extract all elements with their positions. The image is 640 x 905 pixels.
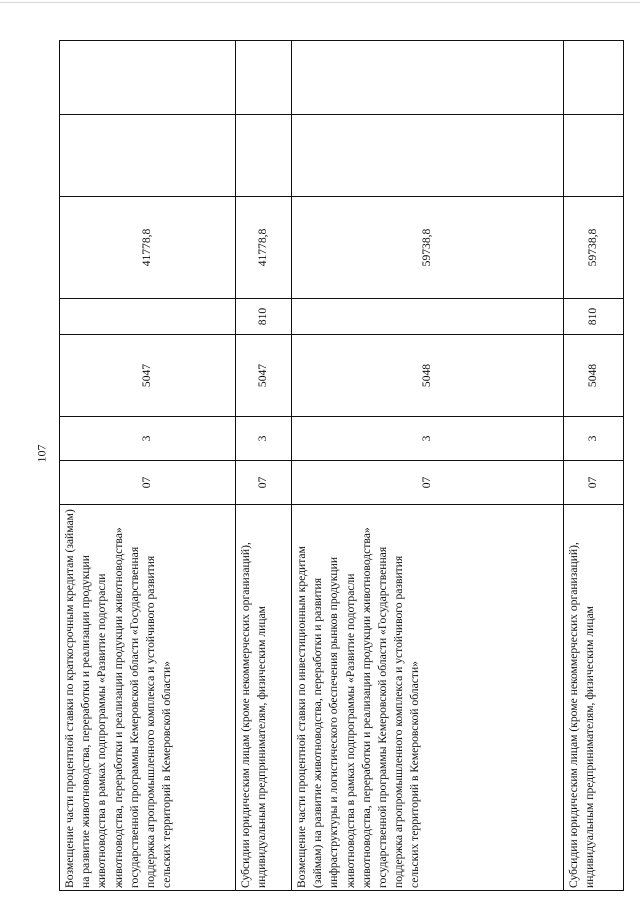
amount-value: 41778,8 [236,197,292,299]
expense-type-code: 810 [564,299,624,335]
target-code: 5048 [292,335,564,417]
section-code: 07 [292,461,564,505]
target-code: 5047 [236,335,292,417]
section-code: 07 [60,461,236,505]
row-description: Возмещение части процентной ставки по инвестиционным кредитам (займам) на развитие животноводства, переработки и развития инфраструктуры и логистического обеспечения рынков продукции животноводства в рамках подпрограммы «Развитие подотрасли животноводства, переработки и реализации продукции животноводства» государственной программы Кемеровской области «Государственная поддержка агропромышленного комплекса и устойчивого развития сельских территорий в Кемеровской области» [292,505,564,891]
expense-type-code [292,299,564,335]
amount-col7 [292,115,564,197]
budget-table [59,40,624,891]
section-code: 07 [236,461,292,505]
table-row [564,41,624,891]
table-row [236,41,292,891]
table-row [292,41,564,891]
subsection-code: 3 [564,417,624,461]
amount-value: 59738,8 [564,197,624,299]
row-description: Субсидии юридическим лицам (кроме некоммерческих организаций), индивидуальным предпринимателям, физическим лицам [236,505,292,891]
target-code: 5048 [564,335,624,417]
subsection-code: 3 [236,417,292,461]
budget-table-container [59,41,623,891]
amount-col8 [236,41,292,115]
amount-value: 59738,8 [292,197,564,299]
page-number: 107 [34,444,49,462]
section-code: 07 [564,461,624,505]
table-row [60,41,236,891]
row-description: Субсидии юридическим лицам (кроме некоммерческих организаций), индивидуальным предпринимателям, физическим лицам [564,505,624,891]
amount-col8 [564,41,624,115]
amount-col7 [236,115,292,197]
target-code: 5047 [60,335,236,417]
amount-value: 41778,8 [60,197,236,299]
row-description: Возмещение части процентной ставки по краткосрочным кредитам (займам) на развитие животноводства, переработки и реализации продукции животноводства в рамках подпрограммы «Развитие подотрасли животноводства, переработки и реализации продукции животноводства» государственной программы Кемеровской области «Государственная поддержка агропромышленного комплекса и устойчивого развития сельских территорий в Кемеровской области» [60,505,236,891]
amount-col8 [292,41,564,115]
expense-type-code [60,299,236,335]
amount-col8 [60,41,236,115]
subsection-code: 3 [292,417,564,461]
top-edge-line [0,2,640,3]
subsection-code: 3 [60,417,236,461]
expense-type-code: 810 [236,299,292,335]
amount-col7 [60,115,236,197]
amount-col7 [564,115,624,197]
budget-table-rotated [59,41,623,891]
